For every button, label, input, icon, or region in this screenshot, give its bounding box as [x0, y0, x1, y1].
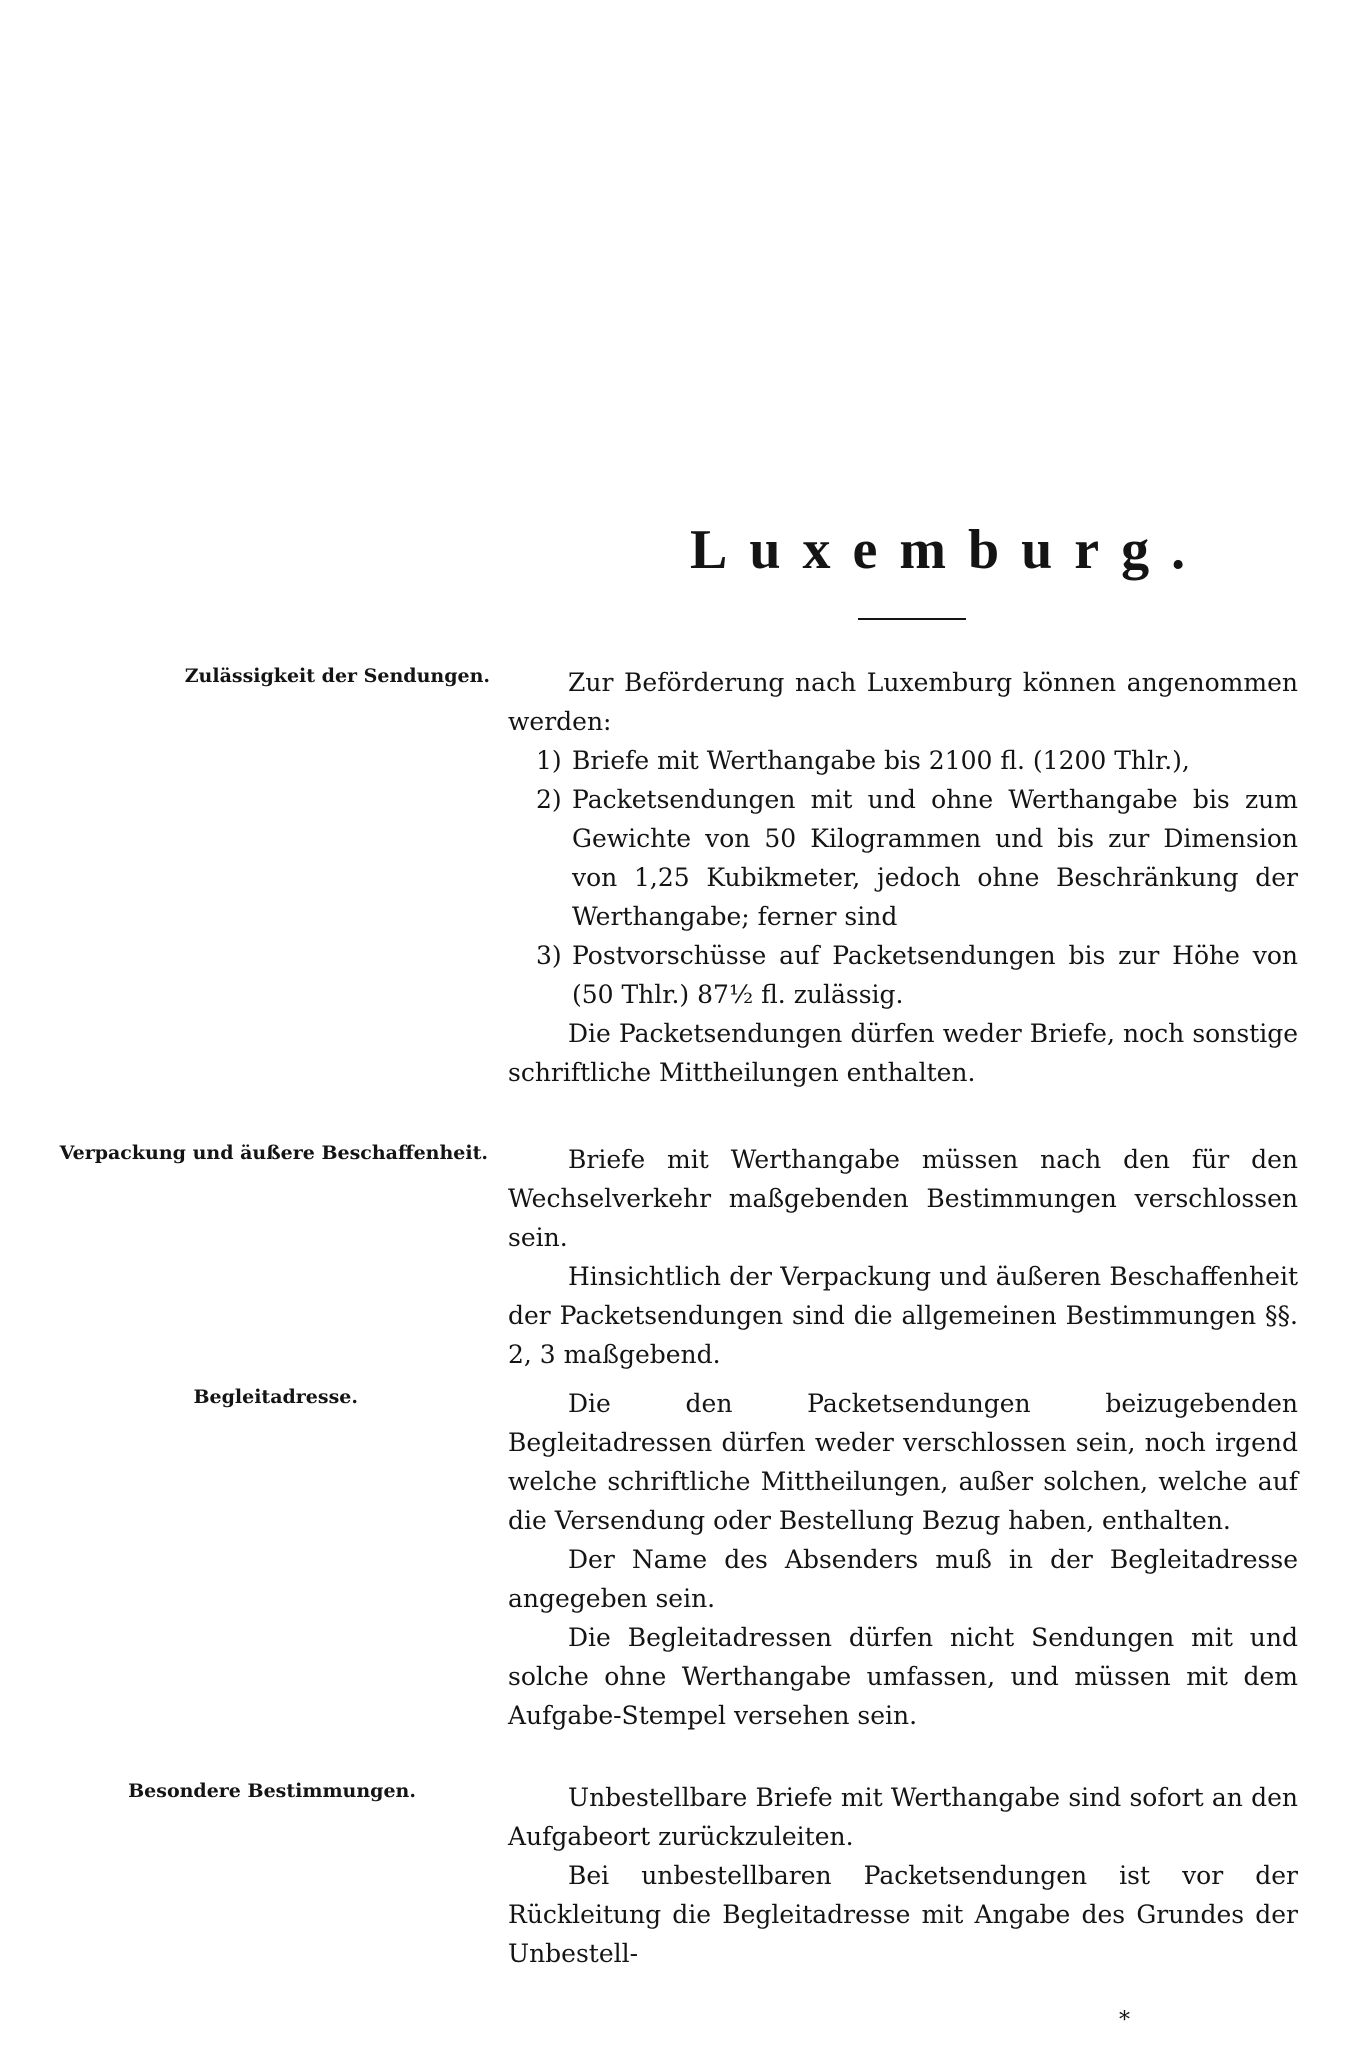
list-item: [508, 741, 1298, 780]
page-title: Luxemburg.: [690, 519, 1208, 581]
section-body: [508, 663, 1298, 1092]
list-number: 1): [536, 746, 562, 775]
margin-note-packaging: Verpackung und äußere Beschaffenheit.: [59, 1142, 488, 1164]
paragraph: Die den Packetsendungen beizugebenden Begleitadressen dürfen weder verschlossen sein, noch irgend welche schriftliche Mittheilungen, außer solchen, welche auf die Versendung oder Bestellung Bezug haben, enthalten.: [508, 1389, 1298, 1535]
margin-note-special-provisions: Besondere Bestimmungen.: [128, 1780, 416, 1802]
list-item: [508, 780, 1298, 936]
list-number: 3): [536, 941, 562, 970]
closing-paragraph: Die Packetsendungen dürfen weder Briefe, noch sonstige schriftliche Mittheilungen enthalten.: [508, 1019, 1298, 1087]
list-text: Postvorschüsse auf Packetsendungen bis zur Höhe von (50 Thlr.) 87½ fl. zulässig.: [572, 941, 1298, 1009]
list-text: Packetsendungen mit und ohne Werthangabe bis zum Gewichte von 50 Kilogrammen und bis zur Dimension von 1,25 Kubikmeter, jedoch ohne Beschränkung der Werthangabe; ferner sind: [572, 785, 1298, 931]
paragraph: Bei unbestellbaren Packetsendungen ist vor der Rückleitung die Begleitadresse mit Angabe des Grundes der Unbestell-: [508, 1861, 1298, 1968]
paragraph: Die Begleitadressen dürfen nicht Sendungen mit und solche ohne Werthangabe umfassen, und müssen mit dem Aufgabe-Stempel versehen sein.: [508, 1623, 1298, 1730]
paragraph: Der Name des Absenders muß in der Begleitadresse angegeben sein.: [508, 1545, 1298, 1613]
paragraph: Briefe mit Werthangabe müssen nach den für den Wechselverkehr maßgebenden Bestimmungen verschlossen sein.: [508, 1145, 1298, 1252]
list-number: 2): [536, 785, 562, 814]
section-body: [508, 1384, 1298, 1735]
paragraph: Hinsichtlich der Verpackung und äußeren Beschaffenheit der Packetsendungen sind die allgemeinen Bestimmungen §§. 2, 3 maßgebend.: [508, 1262, 1298, 1369]
intro-paragraph: Zur Beförderung nach Luxemburg können angenommen werden:: [508, 668, 1298, 736]
title-rule: [858, 618, 966, 620]
paragraph: Unbestellbare Briefe mit Werthangabe sind sofort an den Aufgabeort zurückzuleiten.: [508, 1783, 1298, 1851]
section-body: [508, 1140, 1298, 1374]
section-body: [508, 1778, 1298, 1973]
list-text: Briefe mit Werthangabe bis 2100 fl. (1200 Thlr.),: [572, 746, 1190, 775]
margin-note-cover-address: Begleitadresse.: [193, 1386, 358, 1408]
footer-mark: *: [1119, 2008, 1130, 2033]
list-item: [508, 936, 1298, 1014]
margin-note-admissibility: Zulässigkeit der Sendungen.: [184, 665, 490, 687]
